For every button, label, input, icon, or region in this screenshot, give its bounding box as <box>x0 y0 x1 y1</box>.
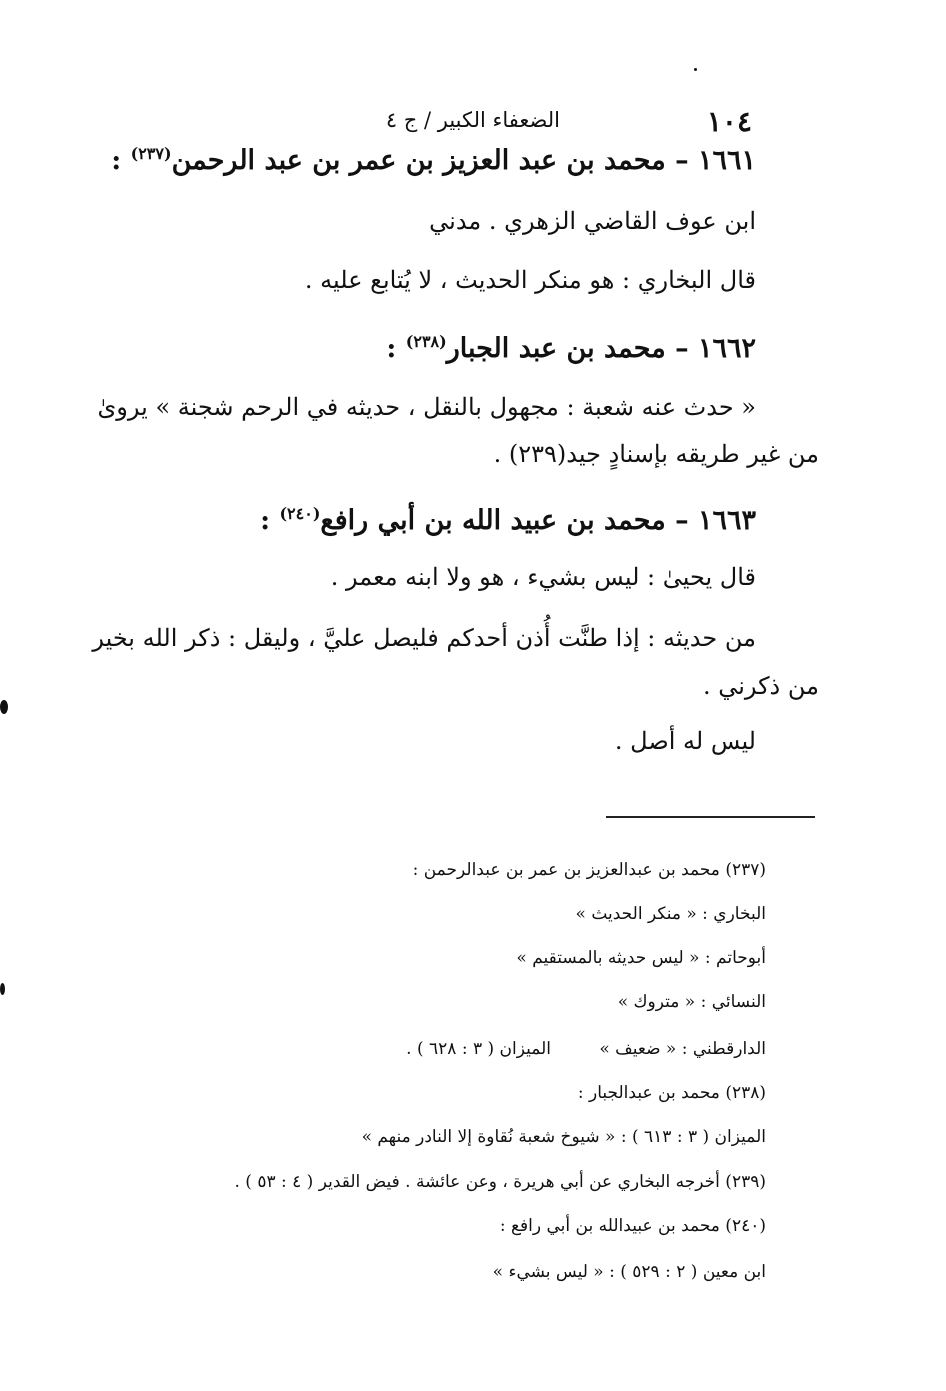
footnote-ref: (٢٣٧) <box>130 144 172 163</box>
page-number: ١٠٤ <box>706 105 752 138</box>
footnote-ref: (٢٣٨) <box>405 332 447 351</box>
entry-heading-1661 <box>111 144 756 176</box>
footnote-line: الميزان ( ٣ : ٦١٣ ) : « شيوخ شعبة نُقاوة إلا النادر منهم » <box>361 1127 766 1147</box>
entry-text-line: « حدث عنه شعبة : مجهول بالنقل ، حديثه في الرحم شجنة » يروىٰ <box>97 393 756 421</box>
entry-heading-1663 <box>260 504 756 536</box>
entry-text-line: من ذكرني . <box>702 672 819 700</box>
running-header: الضعفاء الكبير / ج ٤ <box>385 108 560 132</box>
entry-text-line: من غير طريقه بإسنادٍ جيد(٢٣٩) . <box>493 440 819 468</box>
entry-heading-1662 <box>386 332 756 364</box>
scan-mark <box>0 983 5 995</box>
entry-colon: : <box>386 333 397 364</box>
entry-colon: : <box>260 505 271 536</box>
entry-number: ١٦٦٣ <box>697 505 756 536</box>
entry-text-line: قال يحيىٰ : ليس بشيء ، هو ولا ابنه معمر . <box>330 563 756 591</box>
scan-mark <box>0 700 8 714</box>
entry-number: ١٦٦٢ <box>697 333 756 364</box>
entry-text-line: ليس له أصل . <box>614 727 756 755</box>
entry-text-line: قال البخاري : هو منكر الحديث ، لا يُتابع عليه . <box>304 266 756 294</box>
scan-speck <box>694 68 697 71</box>
entry-name: محمد بن عبيد الله بن أبي رافع <box>320 505 666 536</box>
footnote-line: البخاري : « منكر الحديث » <box>575 904 766 924</box>
entry-text-line: ابن عوف القاضي الزهري . مدني <box>429 207 756 235</box>
entry-name: محمد بن عبد الجبار <box>446 333 666 364</box>
footnote-line: (٢٣٨) محمد بن عبدالجبار : <box>577 1083 766 1103</box>
footnote-line: ابن معين ( ٢ : ٥٢٩ ) : « ليس بشيء » <box>492 1262 766 1282</box>
entry-text-line: من حديثه : إذا طنَّت أُذن أحدكم فليصل عليَّ ، وليقل : ذكر الله بخير <box>92 624 756 652</box>
footnote-line: الدارقطني : « ضعيف » <box>599 1039 766 1059</box>
footnote-line: النسائي : « متروك » <box>617 992 766 1012</box>
footnote-line: (٢٣٧) محمد بن عبدالعزيز بن عمر بن عبدالرحمن : <box>412 860 766 880</box>
footnote-line: (٢٤٠) محمد بن عبيدالله بن أبي رافع : <box>499 1216 766 1236</box>
entry-dash: – <box>675 333 689 364</box>
entry-colon: : <box>111 145 122 176</box>
footnote-ref: (٢٤٠) <box>279 504 321 523</box>
footnote-separator <box>606 816 815 818</box>
footnote-line: الميزان ( ٣ : ٦٢٨ ) . <box>406 1039 551 1059</box>
entry-name: محمد بن عبد العزيز بن عمر بن عبد الرحمن <box>171 145 666 176</box>
entry-dash: – <box>675 145 689 176</box>
entry-number: ١٦٦١ <box>697 145 756 176</box>
footnote-line: (٢٣٩) أخرجه البخاري عن أبي هريرة ، وعن عائشة . فيض القدير ( ٤ : ٥٣ ) . <box>234 1172 766 1192</box>
footnote-line: أبوحاتم : « ليس حديثه بالمستقيم » <box>516 948 766 968</box>
entry-dash: – <box>675 505 689 536</box>
